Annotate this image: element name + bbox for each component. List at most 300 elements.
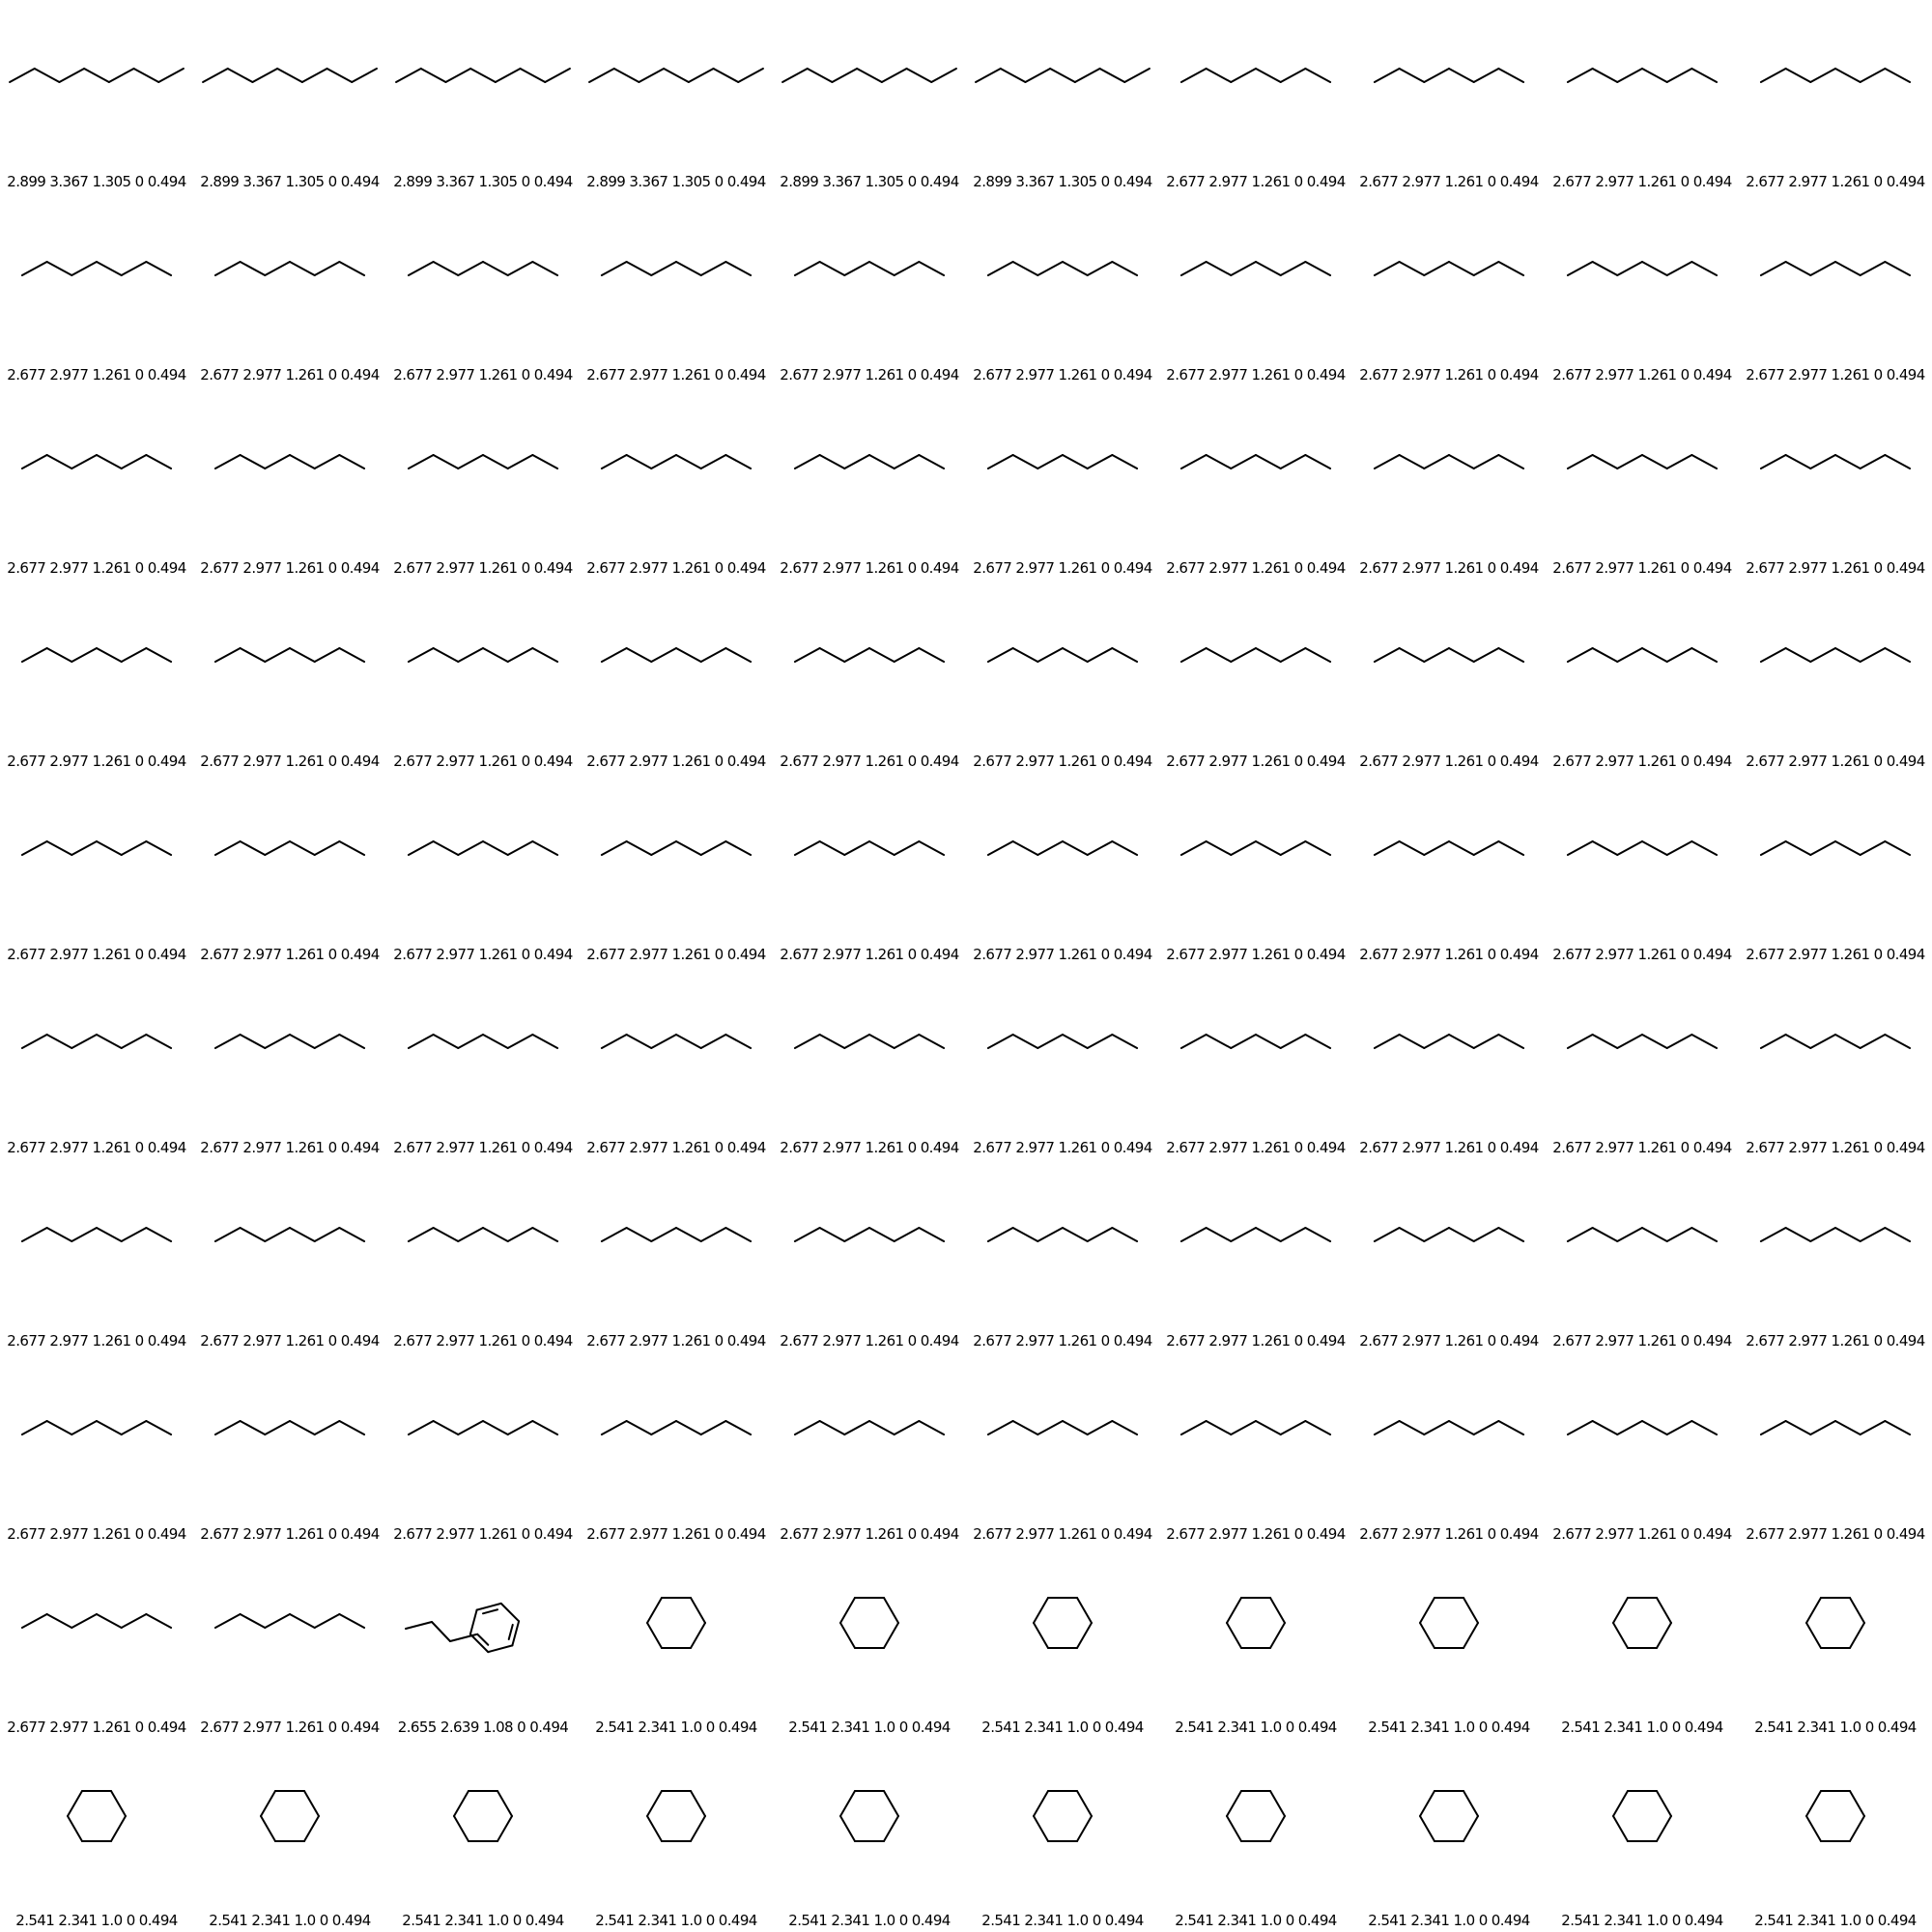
bond	[1885, 1228, 1910, 1241]
bond	[458, 1421, 483, 1435]
bond	[22, 1421, 47, 1435]
bond	[71, 1228, 97, 1241]
molecule-structure	[580, 386, 773, 541]
bond	[988, 648, 1013, 662]
bond	[1013, 1035, 1038, 1048]
bond	[701, 1035, 726, 1048]
bond	[919, 1421, 944, 1435]
bond	[1181, 1421, 1207, 1435]
bond	[532, 648, 557, 662]
molecule-label: 2.541 2.341 1.0 0 0.494	[402, 1912, 564, 1929]
molecule-structure	[0, 580, 193, 734]
molecule-label: 2.677 2.977 1.261 0 0.494	[7, 946, 186, 963]
molecule-label: 2.541 2.341 1.0 0 0.494	[981, 1719, 1144, 1736]
bond	[1463, 1623, 1478, 1648]
molecule-structure	[0, 1739, 193, 1893]
bond	[627, 262, 652, 275]
molecule-label: 2.677 2.977 1.261 0 0.494	[780, 946, 959, 963]
bond	[1835, 1421, 1861, 1435]
bond	[1034, 1791, 1048, 1816]
molecule-label: 2.899 3.367 1.305 0 0.494	[200, 173, 380, 190]
molecule-cell-64	[580, 1159, 773, 1352]
bond	[1181, 69, 1207, 82]
bond	[1593, 648, 1618, 662]
bond	[1256, 262, 1281, 275]
bond	[304, 1791, 319, 1816]
molecule-structure	[386, 0, 580, 155]
bond	[988, 455, 1013, 469]
bond	[1617, 262, 1642, 275]
molecule-cell-19	[1546, 193, 1739, 386]
molecule-cell-54	[580, 966, 773, 1159]
bond	[68, 1816, 82, 1841]
bond	[1424, 455, 1449, 469]
molecule-label: 2.677 2.977 1.261 0 0.494	[1359, 946, 1539, 963]
bond	[1063, 1228, 1088, 1241]
bond	[602, 1228, 627, 1241]
molecule-cell-12	[193, 193, 386, 386]
molecule-label: 2.677 2.977 1.261 0 0.494	[1166, 366, 1346, 384]
bond	[1850, 1816, 1864, 1841]
molecule-label: 2.899 3.367 1.305 0 0.494	[780, 173, 959, 190]
molecule-cell-80	[1739, 1352, 1932, 1546]
bond	[919, 1228, 944, 1241]
bond	[241, 455, 266, 469]
molecule-label: 2.541 2.341 1.0 0 0.494	[15, 1912, 178, 1929]
bond	[820, 841, 845, 855]
bond	[795, 841, 820, 855]
bond	[1231, 841, 1256, 855]
bond	[1593, 1228, 1618, 1241]
molecule-label: 2.677 2.977 1.261 0 0.494	[393, 366, 573, 384]
bond	[1281, 648, 1306, 662]
molecule-label: 2.541 2.341 1.0 0 0.494	[1754, 1719, 1917, 1736]
bond	[339, 455, 364, 469]
molecule-label: 2.677 2.977 1.261 0 0.494	[1166, 173, 1346, 190]
bond	[1424, 262, 1449, 275]
bond	[1885, 69, 1910, 82]
bond	[421, 69, 446, 82]
molecule-label: 2.677 2.977 1.261 0 0.494	[1552, 753, 1732, 770]
bond	[1063, 455, 1088, 469]
molecule-structure	[386, 386, 580, 541]
molecule-cell-65	[773, 1159, 966, 1352]
molecule-cell-50	[1739, 773, 1932, 966]
bond	[1498, 1228, 1523, 1241]
bond	[919, 1035, 944, 1048]
molecule-cell-83	[386, 1546, 580, 1739]
bond	[134, 69, 159, 82]
bond	[1786, 1421, 1811, 1435]
bond	[882, 69, 907, 82]
bond	[988, 1421, 1013, 1435]
bond	[290, 1614, 315, 1628]
molecule-label: 2.677 2.977 1.261 0 0.494	[1166, 753, 1346, 770]
molecule-structure	[193, 1159, 386, 1314]
molecule-structure	[386, 966, 580, 1121]
bond	[339, 262, 364, 275]
bond	[651, 648, 676, 662]
bond	[1474, 1035, 1499, 1048]
bond	[602, 841, 627, 855]
bond	[304, 1816, 319, 1841]
bond	[651, 1035, 676, 1048]
bond	[844, 841, 869, 855]
bond	[1642, 262, 1667, 275]
bond	[1400, 69, 1425, 82]
molecule-label: 2.677 2.977 1.261 0 0.494	[7, 1139, 186, 1156]
bond	[1227, 1791, 1241, 1816]
bond	[1617, 1035, 1642, 1048]
molecule-label: 2.677 2.977 1.261 0 0.494	[586, 753, 766, 770]
bond	[820, 648, 845, 662]
bond	[22, 455, 47, 469]
molecule-structure	[773, 1352, 966, 1507]
bond	[508, 1035, 533, 1048]
bond	[109, 69, 134, 82]
molecule-cell-63	[386, 1159, 580, 1352]
molecule-cell-39	[1546, 580, 1739, 773]
bond	[884, 1816, 898, 1841]
bond	[895, 262, 920, 275]
bond	[795, 455, 820, 469]
molecule-cell-32	[193, 580, 386, 773]
bond	[1231, 1421, 1256, 1435]
bond	[602, 648, 627, 662]
molecule-structure	[193, 580, 386, 734]
bond	[1568, 648, 1593, 662]
molecule-label: 2.677 2.977 1.261 0 0.494	[973, 1525, 1152, 1543]
bond	[1231, 1228, 1256, 1241]
molecule-label: 2.677 2.977 1.261 0 0.494	[7, 1525, 186, 1543]
molecule-cell-2	[193, 0, 386, 193]
bond	[532, 1228, 557, 1241]
molecule-structure	[0, 1546, 193, 1700]
molecule-label: 2.677 2.977 1.261 0 0.494	[393, 946, 573, 963]
molecule-cell-85	[773, 1546, 966, 1739]
molecule-label: 2.899 3.367 1.305 0 0.494	[7, 173, 186, 190]
bond	[820, 262, 845, 275]
molecule-label: 2.677 2.977 1.261 0 0.494	[1552, 946, 1732, 963]
bond	[820, 1035, 845, 1048]
bond	[521, 69, 546, 82]
molecule-label: 2.677 2.977 1.261 0 0.494	[1552, 1332, 1732, 1350]
molecule-structure	[193, 773, 386, 927]
bond	[725, 262, 751, 275]
bond	[1270, 1623, 1285, 1648]
bond	[1810, 841, 1835, 855]
bond	[676, 455, 701, 469]
molecule-label: 2.677 2.977 1.261 0 0.494	[200, 1139, 380, 1156]
molecule-structure	[1352, 1546, 1546, 1700]
molecule-structure	[386, 773, 580, 927]
bond	[676, 841, 701, 855]
bond	[1861, 1228, 1886, 1241]
bond	[869, 841, 895, 855]
molecule-structure	[1159, 966, 1352, 1121]
bond	[501, 1604, 519, 1621]
bond	[1207, 1035, 1232, 1048]
bond	[483, 1421, 508, 1435]
bond	[409, 455, 434, 469]
molecule-label: 2.899 3.367 1.305 0 0.494	[393, 173, 573, 190]
molecule-label: 2.677 2.977 1.261 0 0.494	[586, 366, 766, 384]
bond	[1256, 1228, 1281, 1241]
bond	[808, 69, 833, 82]
molecule-structure	[386, 580, 580, 734]
bond	[1613, 1816, 1628, 1841]
bond	[1449, 262, 1474, 275]
bond	[47, 648, 72, 662]
bond	[1077, 1623, 1092, 1648]
bond	[122, 648, 147, 662]
bond	[1593, 1421, 1618, 1435]
bond	[1207, 262, 1232, 275]
bond	[445, 69, 470, 82]
molecule-label: 2.677 2.977 1.261 0 0.494	[1359, 753, 1539, 770]
bond	[146, 841, 171, 855]
molecule-label: 2.677 2.977 1.261 0 0.494	[1746, 1525, 1925, 1543]
molecule-structure	[1159, 580, 1352, 734]
molecule-structure	[1352, 1739, 1546, 1893]
molecule-cell-38	[1352, 580, 1546, 773]
molecule-cell-9	[1546, 0, 1739, 193]
molecule-cell-93	[386, 1739, 580, 1932]
bond	[215, 1035, 241, 1048]
bond	[215, 262, 241, 275]
molecule-structure	[580, 1739, 773, 1893]
bond	[1305, 1421, 1330, 1435]
molecule-structure	[1739, 773, 1932, 927]
molecule-cell-74	[580, 1352, 773, 1546]
molecule-cell-87	[1159, 1546, 1352, 1739]
bond	[1270, 1598, 1285, 1623]
bond	[10, 69, 35, 82]
molecule-label: 2.677 2.977 1.261 0 0.494	[1746, 753, 1925, 770]
molecule-cell-61	[0, 1159, 193, 1352]
bond	[1691, 455, 1717, 469]
bond	[1761, 69, 1786, 82]
bond	[701, 841, 726, 855]
bond	[1568, 1228, 1593, 1241]
molecule-cell-75	[773, 1352, 966, 1546]
bond	[432, 1622, 450, 1641]
molecule-cell-90	[1739, 1546, 1932, 1739]
molecule-structure	[773, 1546, 966, 1700]
molecule-label: 2.541 2.341 1.0 0 0.494	[1754, 1912, 1917, 1929]
bond	[1617, 648, 1642, 662]
bond	[146, 1228, 171, 1241]
molecule-structure	[386, 1159, 580, 1314]
bond	[1761, 648, 1786, 662]
bond	[1498, 841, 1523, 855]
molecule-structure	[1546, 1739, 1739, 1893]
bond	[676, 262, 701, 275]
bond	[1256, 1421, 1281, 1435]
bond	[146, 1035, 171, 1048]
bond	[1810, 1421, 1835, 1435]
bond	[1810, 262, 1835, 275]
molecule-structure	[1739, 1352, 1932, 1507]
bond	[1667, 69, 1692, 82]
bond	[1613, 1598, 1628, 1623]
molecule-label: 2.677 2.977 1.261 0 0.494	[393, 753, 573, 770]
bond	[1885, 841, 1910, 855]
molecule-structure	[386, 193, 580, 348]
bond	[261, 1816, 275, 1841]
bond	[215, 648, 241, 662]
bond	[290, 262, 315, 275]
molecule-structure	[1352, 580, 1546, 734]
bond	[1806, 1598, 1821, 1623]
bond	[458, 841, 483, 855]
molecule-label: 2.677 2.977 1.261 0 0.494	[1359, 366, 1539, 384]
molecule-cell-48	[1352, 773, 1546, 966]
molecule-label: 2.677 2.977 1.261 0 0.494	[1166, 1332, 1346, 1350]
molecule-cell-7	[1159, 0, 1352, 193]
double-bond	[509, 1625, 513, 1639]
molecule-label: 2.677 2.977 1.261 0 0.494	[1359, 173, 1539, 190]
bond	[895, 1421, 920, 1435]
bond	[1305, 69, 1330, 82]
bond	[988, 1228, 1013, 1241]
bond	[907, 69, 932, 82]
bond	[691, 1598, 705, 1623]
bond	[1256, 648, 1281, 662]
bond	[919, 648, 944, 662]
bond	[1181, 455, 1207, 469]
bond	[315, 841, 340, 855]
molecule-cell-52	[193, 966, 386, 1159]
bond	[1001, 69, 1026, 82]
molecule-cell-11	[0, 193, 193, 386]
bond	[339, 841, 364, 855]
bond	[1449, 1421, 1474, 1435]
bond	[1498, 648, 1523, 662]
bond	[122, 262, 147, 275]
molecule-structure	[1159, 0, 1352, 155]
bond	[1112, 841, 1137, 855]
bond	[1112, 262, 1137, 275]
bond	[1617, 69, 1642, 82]
molecule-cell-24	[580, 386, 773, 580]
molecule-cell-43	[386, 773, 580, 966]
molecule-label: 2.677 2.977 1.261 0 0.494	[1359, 1525, 1539, 1543]
bond	[1667, 262, 1692, 275]
bond	[884, 1598, 898, 1623]
bond	[1568, 69, 1593, 82]
molecule-structure	[966, 1159, 1159, 1314]
molecule-cell-6	[966, 0, 1159, 193]
double-bond	[483, 1609, 497, 1613]
bond	[1617, 455, 1642, 469]
molecule-label: 2.677 2.977 1.261 0 0.494	[973, 946, 1152, 963]
molecule-cell-57	[1159, 966, 1352, 1159]
molecule-cell-94	[580, 1739, 773, 1932]
bond	[1474, 1421, 1499, 1435]
bond	[795, 262, 820, 275]
molecule-cell-42	[193, 773, 386, 966]
bond	[1885, 455, 1910, 469]
molecule-cell-79	[1546, 1352, 1739, 1546]
molecule-cell-25	[773, 386, 966, 580]
bond	[627, 1035, 652, 1048]
bond	[97, 841, 122, 855]
bond	[228, 69, 253, 82]
molecule-label: 2.677 2.977 1.261 0 0.494	[200, 1719, 380, 1736]
bond	[1037, 841, 1063, 855]
molecule-cell-60	[1739, 966, 1932, 1159]
bond	[532, 1035, 557, 1048]
molecule-structure	[193, 1739, 386, 1893]
bond	[1063, 262, 1088, 275]
bond	[1850, 1598, 1864, 1623]
molecule-structure	[580, 966, 773, 1121]
molecule-cell-27	[1159, 386, 1352, 580]
molecule-structure	[193, 386, 386, 541]
molecule-structure	[773, 193, 966, 348]
molecule-structure	[0, 1159, 193, 1314]
molecule-structure	[1546, 0, 1739, 155]
bond	[97, 1421, 122, 1435]
molecule-structure	[1352, 0, 1546, 155]
molecule-structure	[966, 1739, 1159, 1893]
bond	[1112, 648, 1137, 662]
molecule-structure	[773, 580, 966, 734]
bond	[71, 648, 97, 662]
bond	[1181, 262, 1207, 275]
bond	[1761, 455, 1786, 469]
bond	[22, 1035, 47, 1048]
molecule-structure	[966, 1546, 1159, 1700]
bond	[327, 69, 353, 82]
bond	[97, 455, 122, 469]
bond	[676, 648, 701, 662]
bond	[1691, 841, 1717, 855]
bond	[1270, 1791, 1285, 1816]
molecule-cell-58	[1352, 966, 1546, 1159]
bond	[290, 841, 315, 855]
bond	[1810, 1035, 1835, 1048]
bond	[725, 1228, 751, 1241]
bond	[265, 648, 290, 662]
molecule-label: 2.677 2.977 1.261 0 0.494	[7, 559, 186, 577]
molecule-cell-37	[1159, 580, 1352, 773]
molecule-label: 2.677 2.977 1.261 0 0.494	[7, 1719, 186, 1736]
bond	[265, 1228, 290, 1241]
molecule-structure	[966, 0, 1159, 155]
molecule-label: 2.677 2.977 1.261 0 0.494	[586, 1139, 766, 1156]
bond	[869, 648, 895, 662]
bond	[1885, 262, 1910, 275]
bond	[1474, 1228, 1499, 1241]
bond	[497, 1791, 512, 1816]
molecule-structure	[1739, 193, 1932, 348]
bond	[1593, 69, 1618, 82]
bond	[290, 648, 315, 662]
bond	[1077, 1816, 1092, 1841]
bond	[1281, 841, 1306, 855]
molecule-label: 2.677 2.977 1.261 0 0.494	[586, 1332, 766, 1350]
molecule-label: 2.541 2.341 1.0 0 0.494	[788, 1719, 951, 1736]
bond	[1063, 648, 1088, 662]
molecule-structure	[1739, 580, 1932, 734]
bond	[1449, 1228, 1474, 1241]
molecule-cell-8	[1352, 0, 1546, 193]
bond	[265, 841, 290, 855]
molecule-structure	[580, 773, 773, 927]
bond	[1375, 262, 1400, 275]
